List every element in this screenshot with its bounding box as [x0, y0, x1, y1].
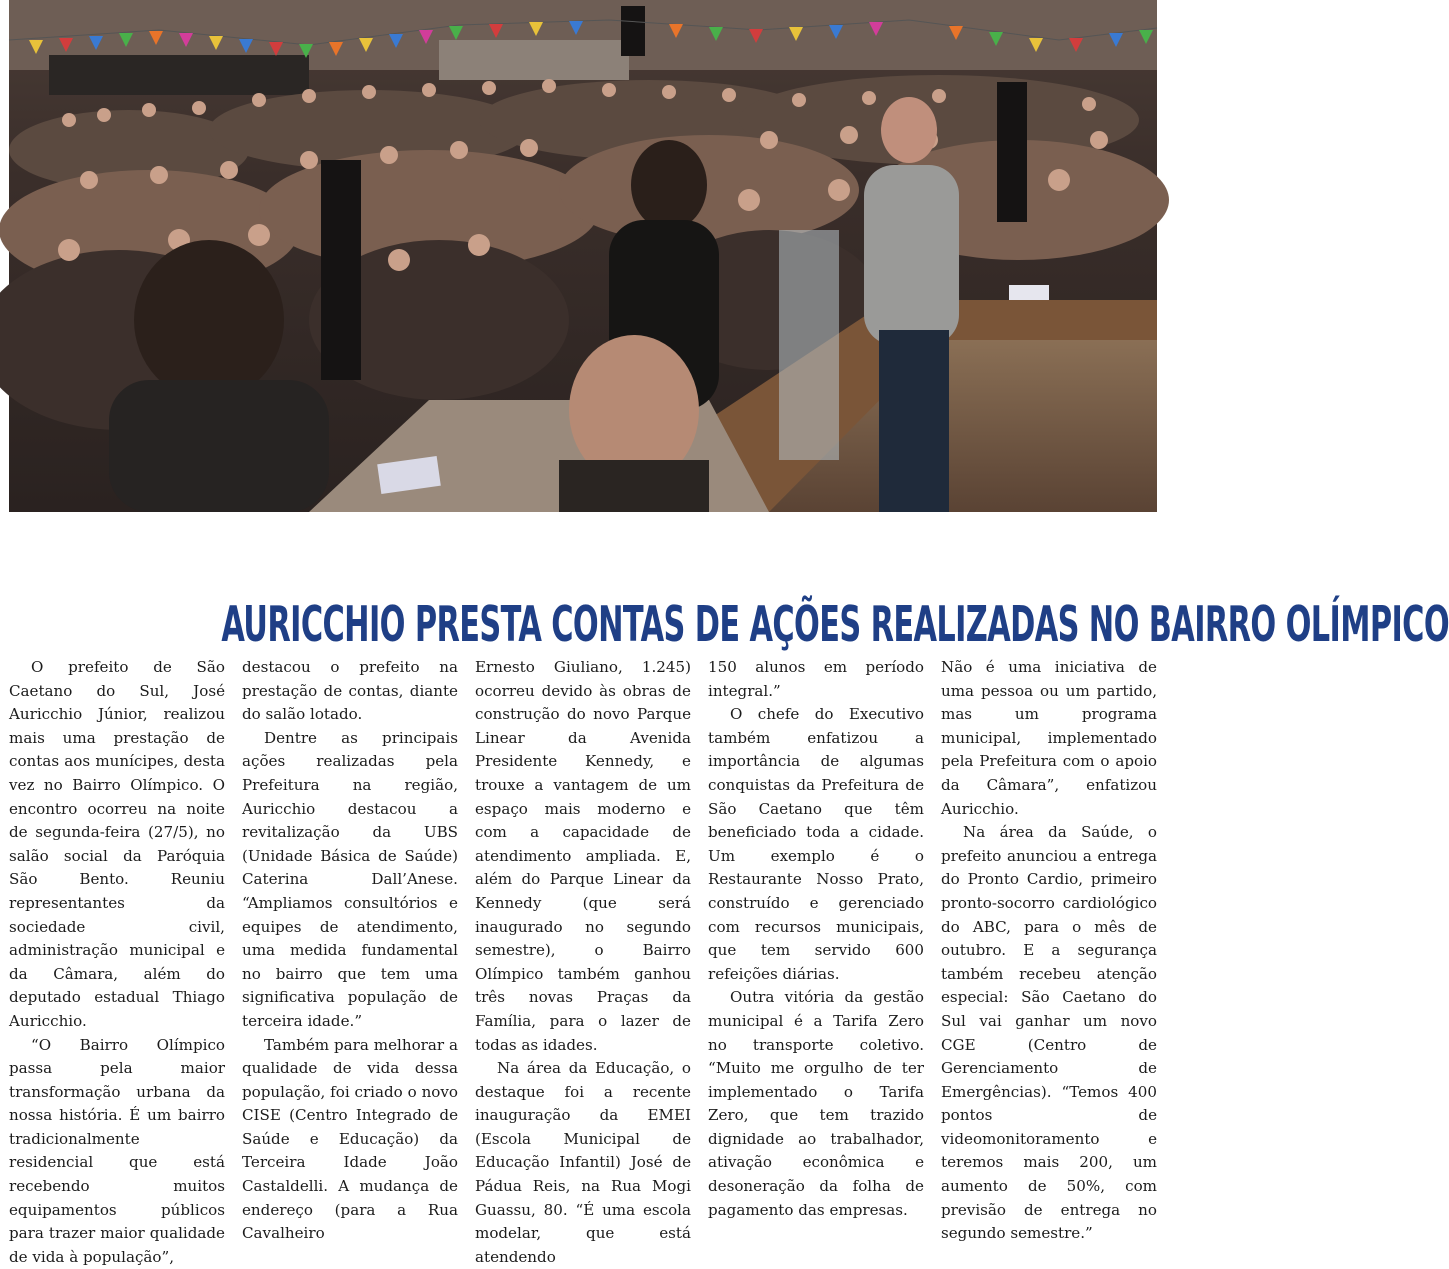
- paragraph: O prefeito de São Caetano do Sul, José Auricchio Júnior, realizou mais uma prestação de contas aos munícipes, desta vez no Bairro Olímpico. O encontro ocorreu na noite de segunda-feira (27/5), no salão social da Paróquia São Bento. Reuniu representantes da sociedade civil, administração municipal e da Câmara, além do deputado estadual Thiago Auricchio.: [9, 656, 225, 1034]
- paragraph: O chefe do Executivo também enfatizou a importância de algumas conquistas da Prefeitura de São Caetano que têm beneficiado toda a cidade. Um exemplo é o Restaurante Nosso Prato, construído e gerenciado com recursos municipais, que tem servido 600 refeições diárias.: [708, 703, 924, 986]
- paragraph: Dentre as principais ações realizadas pela Prefeitura na região, Auricchio destacou a revitalização da UBS (Unidade Básica de Saúde) Caterina Dall’Anese. “Ampliamos consultórios e equipes de atendimento, uma medida fundamental no bairro que tem uma significativa população de terceira idade.”: [242, 727, 458, 1034]
- paragraph: Na área da Educação, o destaque foi a recente inauguração da EMEI (Escola Municipal de Educação Infantil) José de Pádua Reis, na Rua Mogi Guassu, 80. “É uma escola modelar, que está atendendo: [475, 1057, 691, 1269]
- event-photo: [9, 0, 1157, 512]
- article-column-5: [941, 656, 1157, 1224]
- article-column-3: [475, 656, 691, 1224]
- paragraph: 150 alunos em período integral.”: [708, 656, 924, 703]
- headline: AURICCHIO PRESTA CONTAS DE AÇÕES REALIZADAS NO BAIRRO OLÍMPICO: [221, 589, 943, 661]
- article-column-4: [708, 656, 924, 1224]
- paragraph: Na área da Saúde, o prefeito anunciou a entrega do Pronto Cardio, primeiro pronto-socorro cardiológico do ABC, para o mês de outubro. E a segurança também recebeu atenção especial: São Caetano do Sul vai ganhar um novo CGE (Centro de Gerenciamento de Emergências). “Temos 400 pontos de videomonitoramento e teremos mais 200, um aumento de 50%, com previsão de entrega no segundo semestre.”: [941, 821, 1157, 1246]
- paragraph: Outra vitória da gestão municipal é a Tarifa Zero no transporte coletivo. “Muito me orgulho de ter implementado o Tarifa Zero, que tem trazido dignidade ao trabalhador, ativação econômica e desoneração da folha de pagamento das empresas.: [708, 986, 924, 1222]
- paragraph: “O Bairro Olímpico passa pela maior transformação urbana da nossa história. É um bairro tradicionalmente residencial que está recebendo muitos equipamentos públicos para trazer maior qualidade de vida à população”,: [9, 1034, 225, 1269]
- paragraph: Não é uma iniciativa de uma pessoa ou um partido, mas um programa municipal, implementado pela Prefeitura com o apoio da Câmara”, enfatizou Auricchio.: [941, 656, 1157, 821]
- article-column-2: [242, 656, 458, 1224]
- article-column-1: [9, 656, 225, 1224]
- paragraph: destacou o prefeito na prestação de contas, diante do salão lotado.: [242, 656, 458, 727]
- paragraph: Ernesto Giuliano, 1.245) ocorreu devido às obras de construção do novo Parque Linear da Avenida Presidente Kennedy, e trouxe a vantagem de um espaço mais moderno e com a capacidade de atendimento ampliada. E, além do Parque Linear da Kennedy (que será inaugurado no segundo semestre), o Bairro Olímpico também ganhou três novas Praças da Família, para o lazer de todas as idades.: [475, 656, 691, 1057]
- paragraph: Também para melhorar a qualidade de vida dessa população, foi criado o novo CISE (Centro Integrado de Saúde e Educação) da Terceira Idade João Castaldelli. A mudança de endereço (para a Rua Cavalheiro: [242, 1034, 458, 1246]
- article-body: [9, 656, 1159, 1224]
